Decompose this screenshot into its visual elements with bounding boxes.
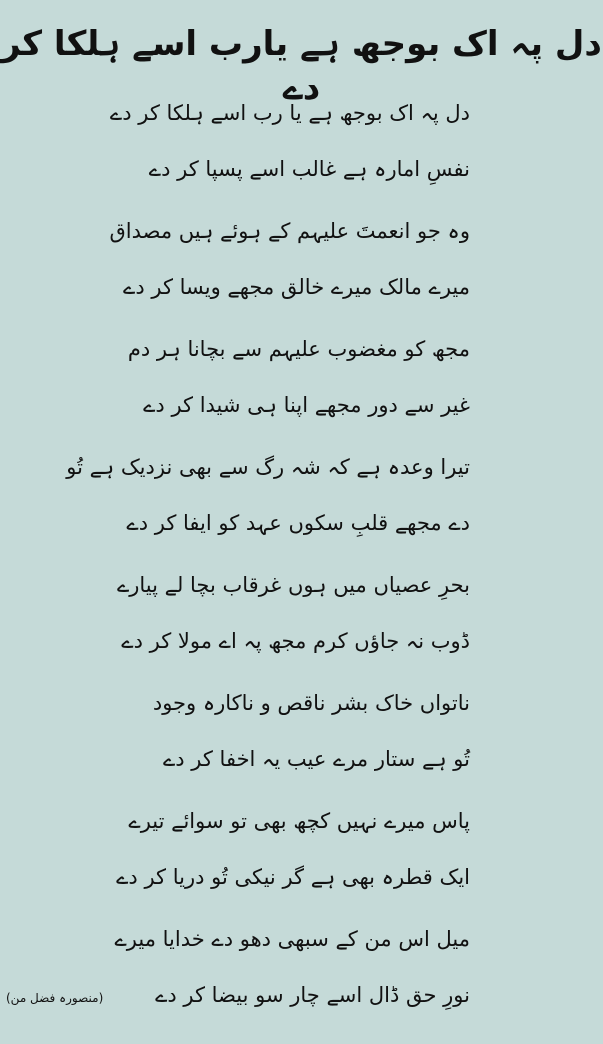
verse-line: نورِ حق ڈال اسے چار سو بیضا کر دے — [155, 983, 470, 1007]
stanza-5 — [116, 572, 470, 690]
stanza-7 — [116, 808, 470, 926]
verse-line: تُو ہے ستار مرے عیب یہ اخفا کر دے — [162, 747, 470, 771]
verse-line: نفسِ امارہ ہے غالب اسے پسپا کر دے — [148, 157, 470, 181]
stanza-8 — [114, 926, 470, 1044]
verse-line: مجھ کو مغضوب علیہم سے بچانا ہر دم — [127, 337, 470, 361]
verse-line: ایک قطرہ بھی ہے گر نیکی تُو دریا کر دے — [116, 865, 470, 889]
poem-title: دل پہ اک بوجھ ہے یارب اسے ہلکا کر دے — [1, 24, 602, 108]
verse-line: میل اس من کے سبھی دھو دے خدایا میرے — [114, 927, 470, 951]
verse-line: دل پہ اک بوجھ ہے یا رب اسے ہلکا کر دے — [109, 101, 470, 125]
verse-line: ڈوب نہ جاؤں کرم مجھ پہ اے مولا کر دے — [121, 629, 470, 653]
stanza-2 — [109, 218, 470, 336]
author-signature: (منصورہ فضل من) — [6, 991, 104, 1005]
verse-line: وہ جو انعمتَ علیہم کے ہوئے ہیں مصداق — [109, 219, 470, 243]
verse-line: ناتواں خاک بشر ناقص و ناکارہ وجود — [152, 691, 470, 715]
stanza-3 — [127, 336, 470, 454]
stanza-1 — [109, 100, 470, 218]
verse-line: پاس میرے نہیں کچھ بھی تو سوائے تیرے — [128, 809, 470, 833]
verse-line: دے مجھے قلبِ سکوں عہد کو ایفا کر دے — [126, 511, 470, 535]
verse-line: تیرا وعدہ ہے کہ شہ رگ سے بھی نزدیک ہے تُو — [66, 455, 470, 479]
verse-line: غیر سے دور مجھے اپنا ہی شیدا کر دے — [143, 393, 470, 417]
stanza-4 — [66, 454, 470, 572]
poem-body — [66, 100, 470, 1044]
verse-line: میرے مالک میرے خالق مجھے ویسا کر دے — [123, 275, 470, 299]
stanza-6 — [140, 690, 470, 808]
verse-line: بحرِ عصیاں میں ہوں غرقاب بچا لے پیارے — [116, 573, 470, 597]
